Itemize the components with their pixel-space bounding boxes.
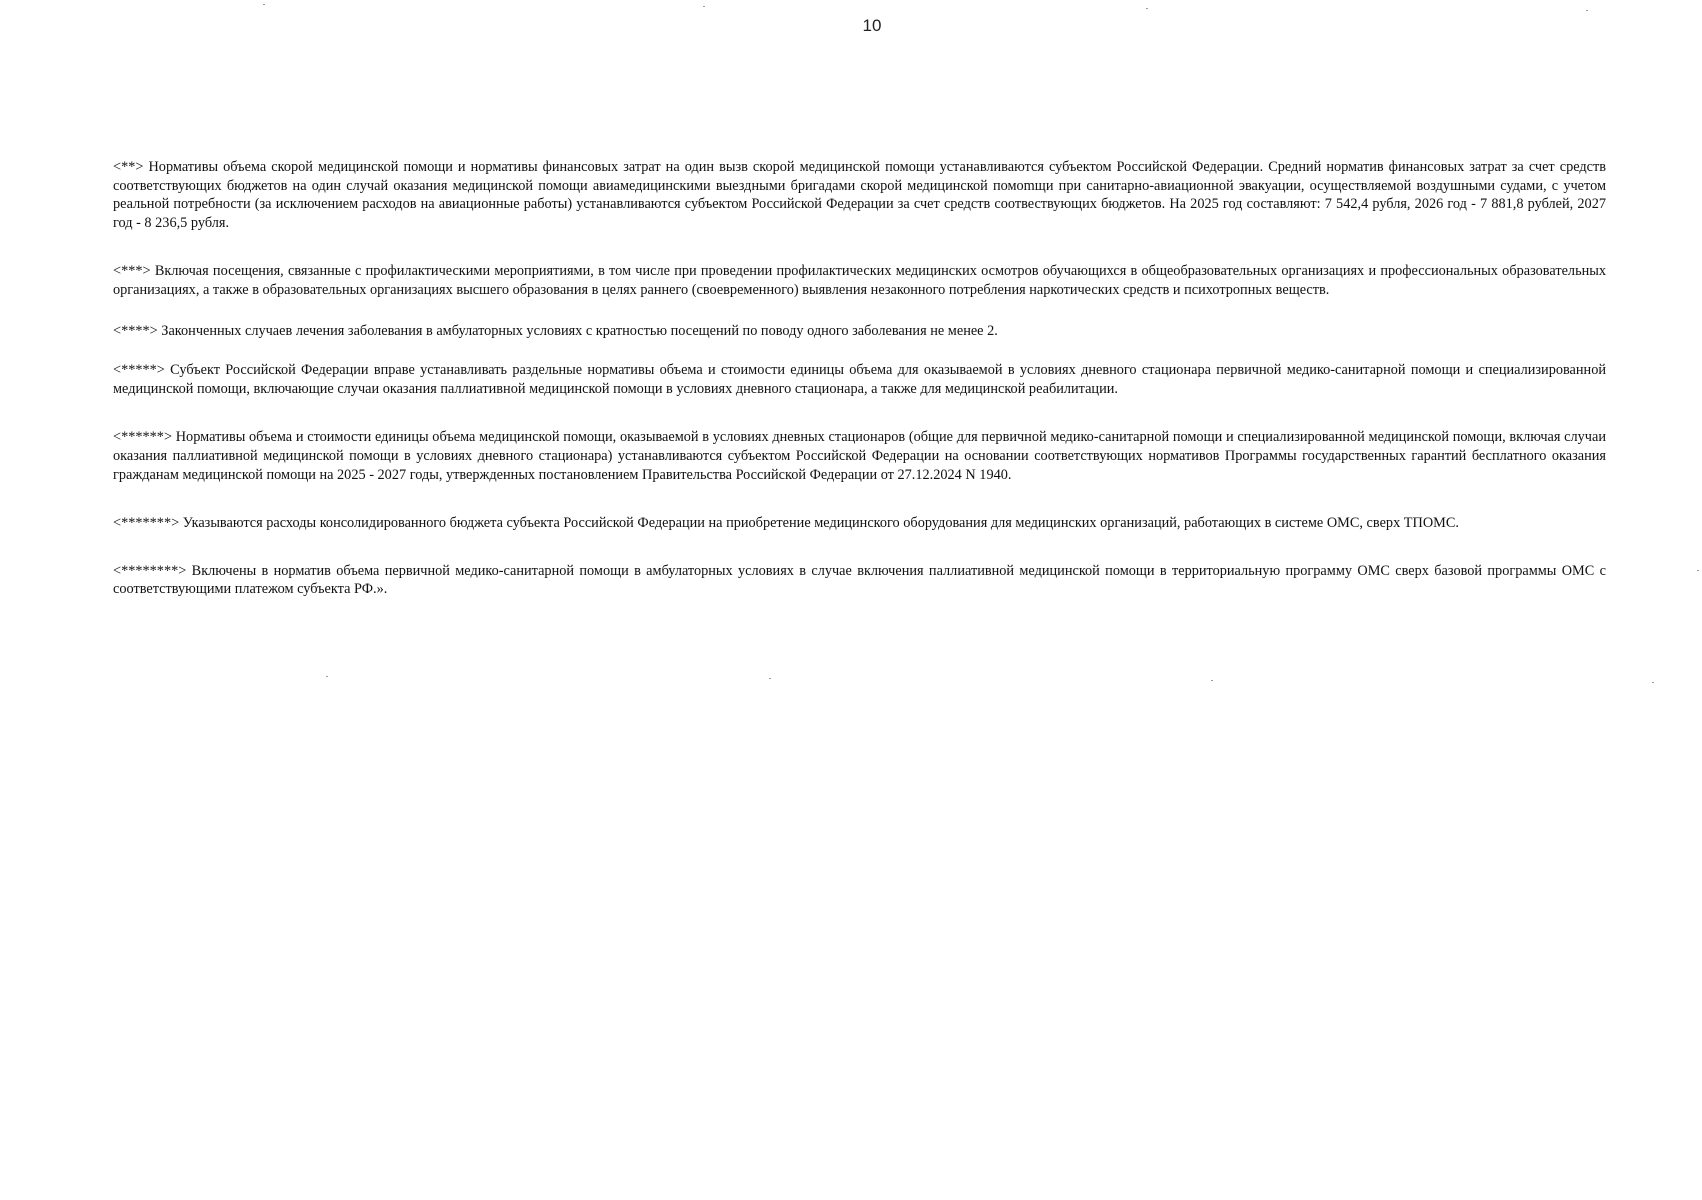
scan-speck (326, 676, 328, 677)
scan-speck (769, 678, 771, 679)
footnote-6-stars: <******> Нормативы объема и стоимости единицы объема медицинской помощи, оказываемой в условиях дневных стационаров (общие для первичной медико-санитарной помощи и специализированной медицинской помощи, включая случаи оказания паллиативной медицинской помощи в условиях дневного стационара) устанавливаются субъектом Российской Федерации на основании соответствующих нормативов Программы государственных гарантий бесплатного оказания гражданам медицинской помощи на 2025 - 2027 годы, утвержденных постановлением Правительства Российской Федерации от 27.12.2024 N 1940. (113, 429, 1606, 483)
footnote-5-stars: <*****> Субъект Российской Федерации вправе устанавливать раздельные нормативы объема и стоимости единицы объема для оказываемой в условиях дневного стационара первичной медико-санитарной помощи и специализированной медицинской помощи, включающие случаи оказания паллиативной медицинской помощи в условиях дневного стационара, а также для медицинской реабилитации. (113, 362, 1606, 397)
footnote-8-stars: <********> Включены в норматив объема первичной медико-санитарной помощи в амбулаторных условиях в случае включения паллиативной медицинской помощи в территориальную программу ОМС сверх базовой программы ОМС с соответствующими платежом субъекта РФ.». (113, 562, 1606, 598)
scan-speck (263, 4, 265, 5)
footnote-7-stars: <*******> Указываются расходы консолидированного бюджета субъекта Российской Федерации на приобретение медицинского оборудования для медицинских организаций, работающих в системе ОМС, сверх ТПОМС. (113, 515, 1459, 532)
footnote-2-stars: <**> Нормативы объема скорой медицинской помощи и нормативы финансовых затрат на один вызв скорой медицинской помощи устанавливаются субъектом Российской Федерации. Средний норматив финансовых затрат за счет средств соответствующих бюджетов на один случай оказания медицинской помощи авиамедицинскими выездными бригадами скорой медицинской помоmщи при санитарно-авиационной эвакуации, осуществляемой воздушными судами, с учетом реальной потребности (за исключением расходов на авиационные работы) устанавливаются субъектом Российской Федерации за счет средств соотвествующих бюджетов. На 2025 год составляют: 7 542,4 рубля, 2026 год - 7 881,8 рублей, 2027 год - 8 236,5 рубля. (113, 159, 1606, 231)
footnotes-section (113, 158, 1606, 599)
footnote-4-stars: <****> Законченных случаев лечения заболевания в амбулаторных условиях с кратностью посещений по поводу одного заболевания не менее 2. (113, 322, 998, 339)
scan-speck (1211, 680, 1213, 681)
page-number: 10 (862, 16, 882, 35)
scan-speck (1652, 682, 1654, 683)
footnote-3-stars: <***> Включая посещения, связанные с профилактическими мероприятиями, в том числе при проведении профилактических медицинских осмотров обучающихся в общеобразовательных организациях и профессиональных образовательных организациях, а также в образовательных организациях высшего образования в целях раннего (своевременного) выявления незаконного потребления наркотических средств и психотропных веществ. (113, 263, 1606, 298)
scan-speck (1146, 8, 1148, 9)
scan-speck (703, 6, 705, 7)
scan-speck (1586, 10, 1588, 11)
scan-speck (1697, 570, 1699, 571)
